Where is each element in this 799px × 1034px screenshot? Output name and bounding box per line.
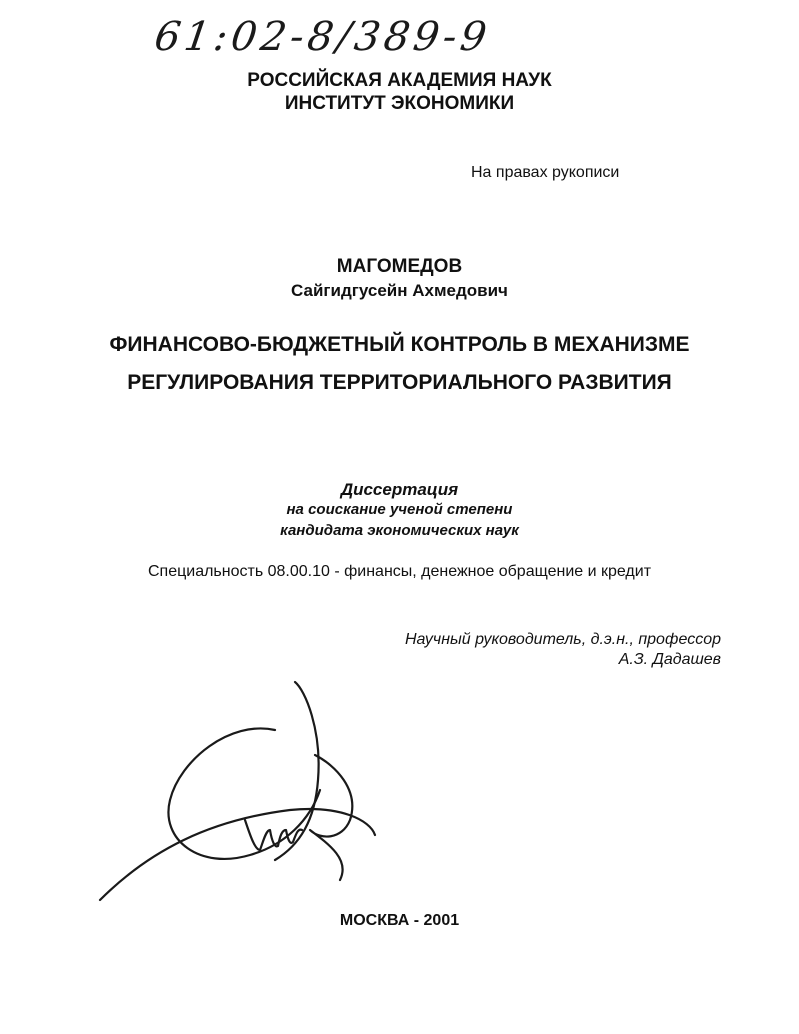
supervisor-name: А.З. Дадашев [618,651,721,668]
degree-purpose: на соискание ученой степени [286,501,513,518]
specialty: Специальность 08.00.10 - финансы, денежное обращение и кредит [147,563,652,580]
archive-number: 61:02-8/389-9 [151,14,494,60]
degree-type: Диссертация [340,480,459,499]
institute-name: ИНСТИТУТ ЭКОНОМИКИ [284,93,515,114]
author-signature [60,670,390,910]
academy-name: РОССИЙСКАЯ АКАДЕМИЯ НАУК [247,70,552,91]
author-given-names: Сайгидгусейн Ахмедович [291,281,508,300]
city-year: МОСКВА - 2001 [339,912,460,929]
supervisor-role: Научный руководитель, д.э.н., профессор [404,631,721,648]
title-line-1: ФИНАНСОВО-БЮДЖЕТНЫЙ КОНТРОЛЬ В МЕХАНИЗМЕ [109,333,690,356]
degree-name: кандидата экономических наук [280,522,519,539]
manuscript-note: На правах рукописи [471,164,620,181]
author-surname: МАГОМЕДОВ [336,256,463,277]
title-line-2: РЕГУЛИРОВАНИЯ ТЕРРИТОРИАЛЬНОГО РАЗВИТИЯ [127,371,672,394]
